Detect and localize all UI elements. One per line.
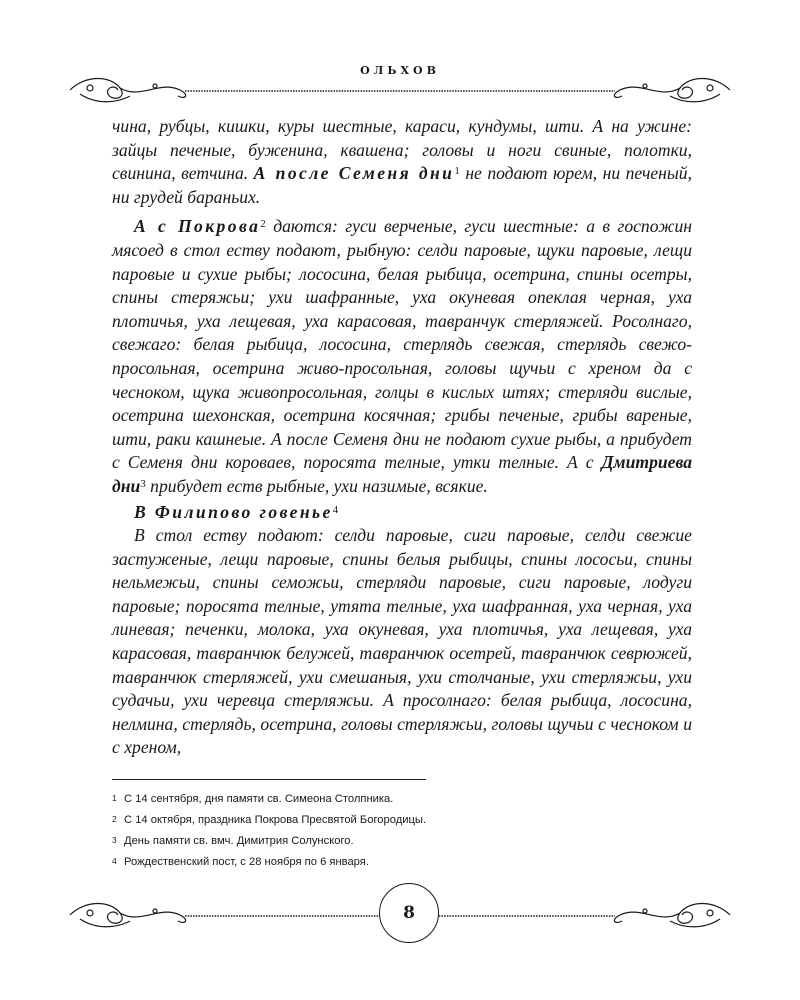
footnote-text: Рождественский пост, с 28 ноября по 6 января. (124, 856, 369, 868)
footnote-text: День памяти св. вмч. Димитрия Солунского. (124, 835, 354, 847)
footnote-item (112, 852, 692, 873)
paragraph-text: прибудет еств рыбные, ухи назимые, всякие. (145, 475, 488, 496)
paragraph-1 (112, 115, 692, 209)
footnotes (112, 789, 692, 873)
paragraph-text: чина, рубцы, кишки, куры шестные, караси, кундумы, шти. А на ужине: зайцы печеные, буженина, квашена; головы и ноги свиные, полотки, свинина, ветчина. (112, 116, 692, 184)
spaced-heading: В Филипово говенье (134, 501, 333, 522)
page-number: 8 (379, 883, 439, 943)
footnote-mark: 2 (112, 814, 117, 824)
footnote-ref: 3 (140, 477, 146, 490)
footnote-item (112, 810, 692, 831)
section-heading (112, 501, 692, 525)
bold-term: Дмитриева дни (112, 452, 692, 496)
footnote-divider (112, 779, 426, 780)
footnote-text: С 14 сентября, дня памяти св. Симеона Столпника. (124, 793, 394, 805)
paragraph-text: не подают юрем, ни печеный, ни грудей бараньих. (112, 163, 692, 207)
footnote-mark: 1 (112, 793, 117, 803)
paragraph-text: даются: гуси верченые, гуси шестные: а в госпожин мясоед в стол еству подают, рыбную: селди паровые, щуки паровые, лещи паровые и сухие рыбы; лососина, белая рыбица, осетрина, спины осетры, спины стеряжьи; ухи шафранные, уха окуневая опеклая черная, уха плотичья, уха лещевая, уха карасовая, тавранчук стерляжей. Росолнаго, свежаго: белая рыбица, лососина, стерлядь свежая, стерлядь свежо-просольная, осетрина живо-просольная, головы щучьи с хреном да с чесноком, щука живопросольная, голцы в кислых штях; стерляди вислые, осетрина шехонская, осетрина косячная; грибы печеные, грибы вареные, шти, раки кашнеые. А после Семеня дни не подают сухие рыбы, а прибудет с Семеня дни короваев, поросята телные, утки телные. А с (112, 216, 692, 473)
footnote-text: С 14 октября, праздника Покрова Пресвятой Богородицы. (124, 814, 427, 826)
footnote-ref: 4 (332, 503, 339, 516)
spaced-heading: А после Семеня дни (253, 163, 455, 184)
top-scroll-ornament (60, 70, 740, 110)
running-head: ОЛЬХОВ (360, 64, 440, 77)
paragraph-4 (112, 524, 692, 760)
footnote-ref: 1 (454, 165, 460, 178)
footnote-mark: 3 (112, 835, 117, 845)
footnote-item (112, 789, 692, 810)
paragraph-2 (112, 215, 692, 498)
paragraph-text: В стол еству подают: селди паровые, сиги паровые, селди свежие застуженые, лещи паровые, спины белыя рыбицы, спины лососьи, спины нельмежьи, спины семожьи, стерляди паровые, сиги паровые, лодуги паровые; поросята телные, утята телные, уха шафранная, уха черная, уха линевая; печенки, молока, уха окуневая, уха плотичья, уха лещевая, уха карасовая, тавранчюк белужей, тавранчюк осетрей, тавранчюк севрюжей, тавранчюк стерляжей, ухи смешаныя, ухи столчаные, ухи стерляжьи, ухи судачьи, ухи черевца стерляжьи. А просолнаго: белая рыбица, лососина, нелмина, стерлядь, осетрина, головы стерляжьи, головы щучьи с чесноком и с хреном, (112, 525, 692, 758)
footnote-mark: 4 (112, 856, 117, 866)
footnote-ref: 2 (260, 218, 266, 231)
main-text (112, 115, 692, 760)
footnote-item (112, 831, 692, 852)
spaced-heading: А с Покрова (134, 216, 261, 237)
